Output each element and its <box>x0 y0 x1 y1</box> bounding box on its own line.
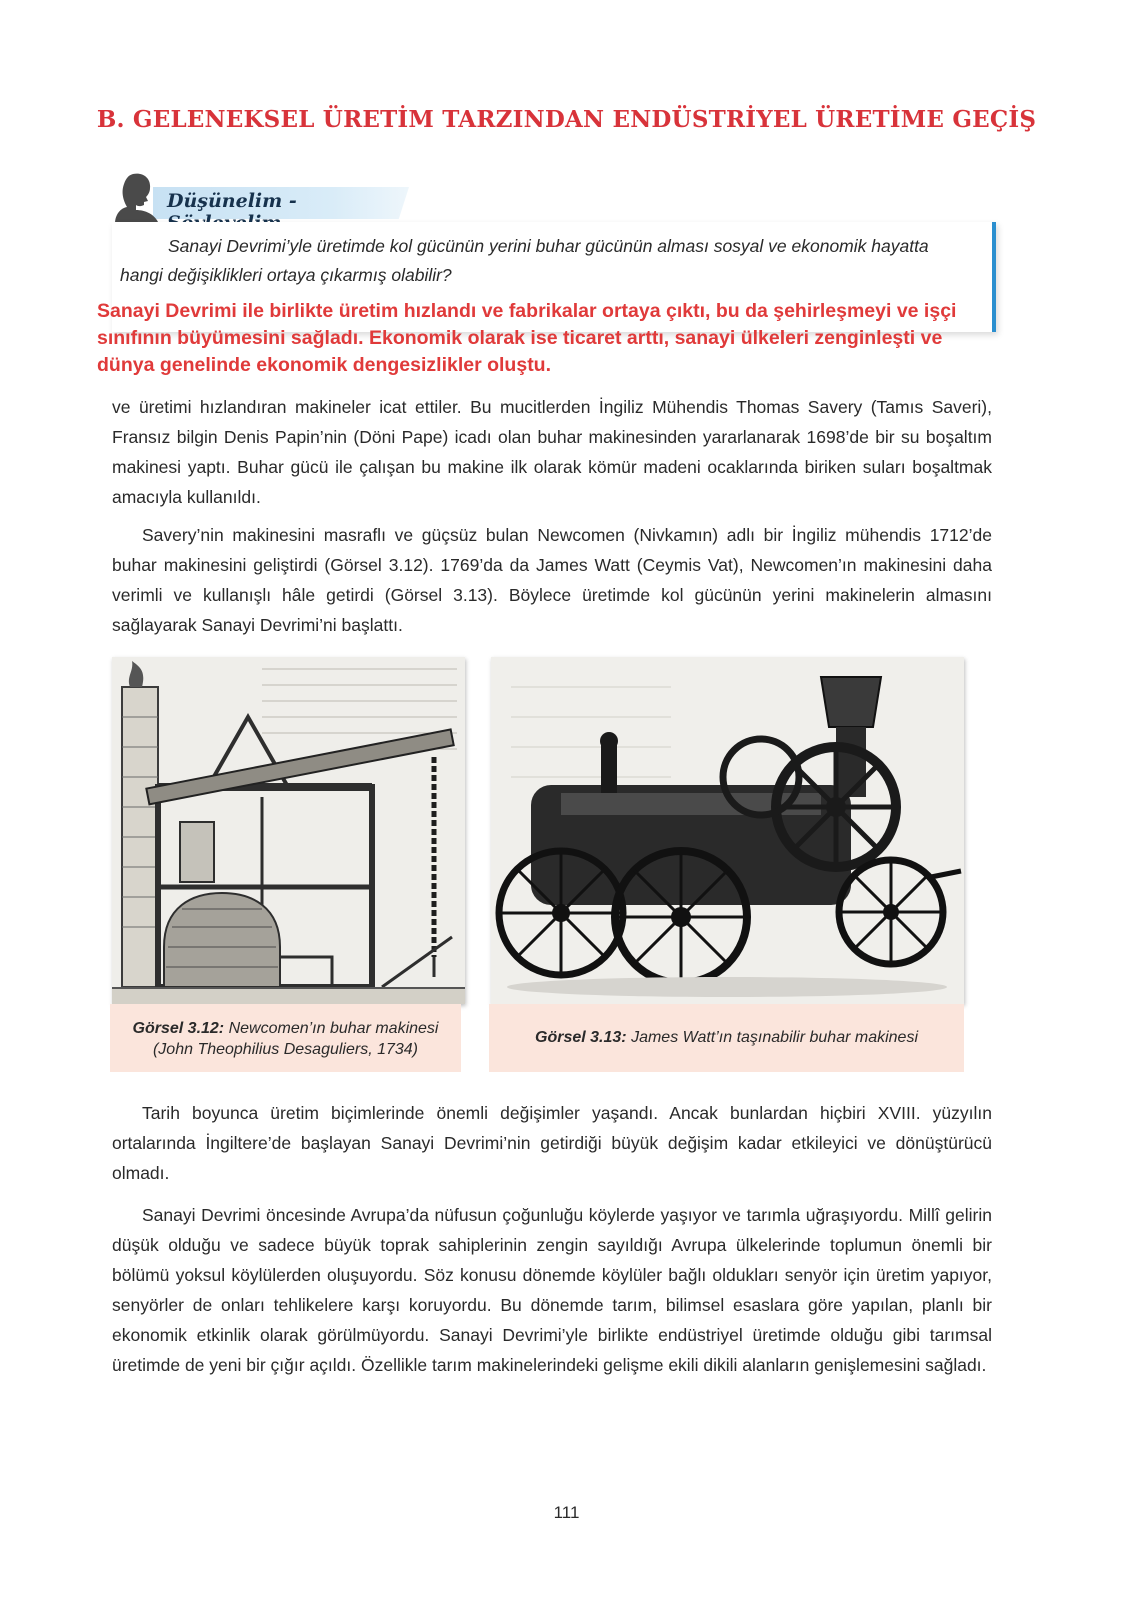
newcomen-engine-illustration <box>112 657 465 1004</box>
think-box-header <box>115 172 415 222</box>
caption-subtext: (John Theophilius Desaguliers, 1734) <box>152 1041 419 1058</box>
paragraph-1: ve üretimi hızlandıran makineler icat ettiler. Bu mucitlerden İngiliz Mühendis Thomas Savery (Tamıs Saveri), Fransız bilgin Denis Papin’nin (Döni Pape) icadı olan buhar makinesinden yararlanarak 1698’de bir su boşaltım makinesi yaptı. Buhar gücü ile çalışan bu makine ilk olarak kömür madeni ocaklarında biriken suları boşaltmak amacıyla kullanıldı. <box>112 397 992 507</box>
caption-label: Görsel 3.13: <box>535 1029 627 1046</box>
figure-watt-engine <box>491 657 964 1004</box>
paragraph-2: Savery’nin makinesini masraflı ve güçsüz bulan Newcomen (Nivkamın) adlı bir İngiliz mühendis 1712’de buhar makinesini geliştirdi (Görsel 3.12). 1769’da da James Watt (Ceymis Vat), Newcomen’ın makinesini daha verimli ve kullanışlı hâle getirdi (Görsel 3.13). Böylece üretimde kol gücünün yerini makinelerin almasını sağlayarak Sanayi Devrimi’ni başlattı. <box>112 525 992 635</box>
thinker-silhouette-icon <box>115 172 161 224</box>
page-number: 111 <box>553 1503 580 1522</box>
figure-newcomen-engine <box>112 657 465 1004</box>
caption-label: Görsel 3.12: <box>132 1020 225 1037</box>
think-box-label: Düşünelim - <box>167 190 297 212</box>
paragraph-3: Tarih boyunca üretim biçimlerinde önemli değişimler yaşandı. Ancak bunlardan hiçbiri XVIII. yüzyılın ortalarında İngiltere’de başlayan Sanayi Devrimi’nin getirdiği büyük değişim kadar etkileyici ve dönüştürücü olmadı. <box>112 1103 992 1183</box>
caption-figure-3-12 <box>110 1004 461 1072</box>
caption-text: Newcomen’ın buhar makinesi <box>228 1020 439 1037</box>
caption-figure-3-13 <box>489 1004 964 1072</box>
caption-text: James Watt’ın taşınabilir buhar makinesi <box>631 1029 918 1046</box>
section-title: B. GELENEKSEL ÜRETİM TARZINDAN ENDÜSTRİYEL ÜRETİME GEÇİŞ <box>96 106 1037 133</box>
watt-portable-engine-illustration <box>491 657 964 1004</box>
answer-text: Sanayi Devrimi ile birlikte üretim hızlandı ve fabrikalar ortaya çıktı, bu da şehirleşmeyi ve işçi sınıfının büyümesini sağladı. Ekonomik olarak ise ticaret arttı, sanayi ülkeleri zenginleşti ve dünya genelinde ekonomik dengesizlikler oluştu. <box>97 300 957 376</box>
paragraph-4: Sanayi Devrimi öncesinde Avrupa’da nüfusun çoğunluğu köylerde yaşıyor ve tarımla uğraşıyordu. Millî gelirin düşük olduğu ve sadece büyük toprak sahiplerinin zengin sayıldığı Avrupa ülkelerinde toplumun önemli bir bölümü yoksul köylülerden oluşuyordu. Söz konusu dönemde köylüler bağlı oldukları senyör için üretim yapıyor, senyörler de onları tehlikelere karşı koruyordu. Bu dönemde tarım, bilimsel esaslara göre yapılan, planlı bir ekonomik etkinlik olarak görülmüyordu. Sanayi Devrimi’yle birlikte endüstriyel üretimde olduğu gibi tarımsal üretimde de yeni bir çığır açıldı. Özellikle tarım makinelerindeki gelişme ekili dikili alanların genişlemesini sağladı. <box>112 1205 992 1375</box>
think-question: Sanayi Devrimi’yle üretimde kol gücünün yerini buhar gücünün alması sosyal ve ekonomik hayatta hangi değişiklikleri ortaya çıkarmış olabilir? <box>120 236 929 285</box>
